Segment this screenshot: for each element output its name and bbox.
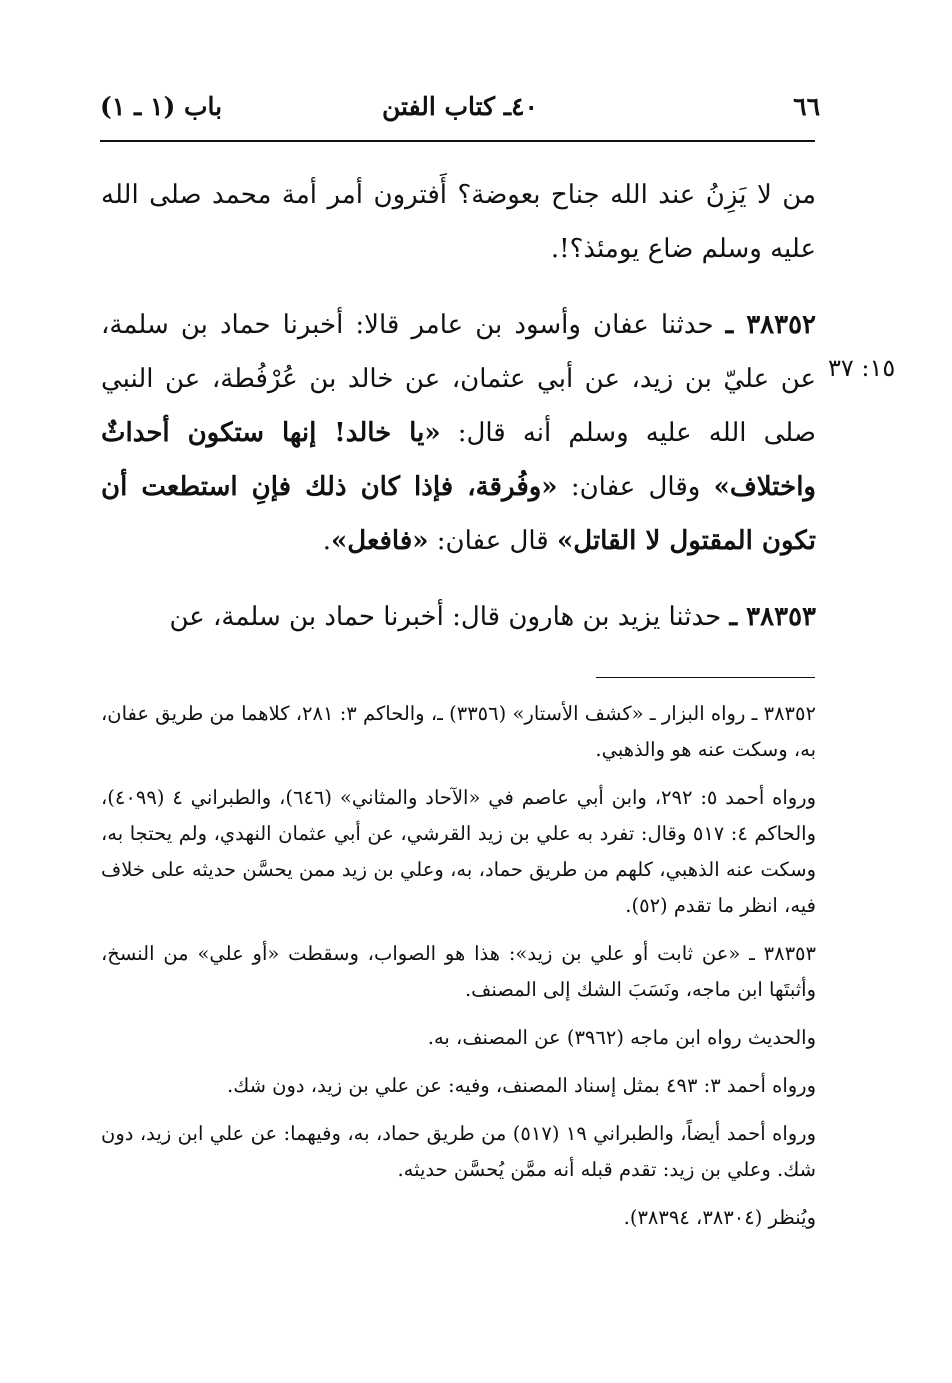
hadith-quote: «يا خالد! إنها ستكون أحداثٌ واختلاف» — [101, 418, 816, 502]
hadith-number: ٣٨٣٥٢ ـ — [725, 310, 817, 340]
footnote: ويُنظر (٣٨٣٠٤، ٣٨٣٩٤). — [623, 1206, 816, 1229]
footnote: ٣٨٣٥٣ ـ «عن ثابت أو علي بن زيد»: هذا هو الصواب، وسقطت «أو علي» من النسخ، وأثبتَها ابن ماجه، ونَسَبَ الشك إلى المصنف. — [101, 942, 816, 1001]
hadith-text: حدثنا عفان وأسود بن عامر قالا: أخبرنا حماد بن سلمة، عن عليّ بن زيد، عن أبي عثمان، عن خالد بن عُرْفُطة، عن النبي صلى الله عليه وسلم أنه قال: — [101, 310, 816, 448]
hadith-38352 — [101, 298, 816, 568]
hadith-text: حدثنا يزيد بن هارون قال: أخبرنا حماد بن سلمة، عن — [169, 602, 730, 632]
paragraph-continuation: من لا يَزِنُ عند الله جناح بعوضة؟ أَفترون أمر أمة محمد صلى الله عليه وسلم ضاع يومئذ؟!. — [101, 180, 816, 264]
hadith-quote: «وفُرقة، فإذا كان ذلك فإنِ استطعت أن تكون المقتول لا القاتل» — [101, 472, 816, 556]
hadith-text: . — [322, 526, 331, 556]
book-title: ٤٠ـ كتاب الفتن — [382, 92, 538, 121]
hadith-number: ٣٨٣٥٣ ـ — [729, 602, 816, 632]
margin-reference: ١٥: ٣٧ — [828, 354, 896, 382]
section-label: باب (١ ـ ١) — [100, 92, 223, 121]
page-header — [100, 92, 820, 132]
footnote: ورواه أحمد ٥: ٢٩٢، وابن أبي عاصم في «الآحاد والمثاني» (٦٤٦)، والطبراني ٤ (٤٠٩٩)، والحاكم ٤: ٥١٧ وقال: تفرد به علي بن زيد القرشي، عن أبي عثمان النهدي، ولم يحتجا به، وسكت عنه الذهبي، كلهم من طريق حماد، به، وعلي بن زيد ممن يحسَّن حديثه على خلاف فيه، انظر ما تقدم (٥٢). — [101, 786, 817, 917]
page-number: ٦٦ — [793, 92, 820, 121]
hadith-quote: «فافعل» — [331, 526, 429, 556]
hadith-text: وقال عفان: — [557, 472, 714, 502]
footnotes — [101, 696, 816, 1248]
hadith-text: قال عفان: — [428, 526, 557, 556]
footnote: ٣٨٣٥٢ ـ رواه البزار ـ «كشف الأستار» (٣٣٥٦) ـ، والحاكم ٣: ٢٨١، كلاهما من طريق عفان، به، وسكت عنه هو والذهبي. — [101, 702, 816, 761]
main-text — [101, 168, 816, 644]
footnote: والحديث رواه ابن ماجه (٣٩٦٢) عن المصنف، به. — [427, 1026, 816, 1049]
header-rule — [100, 140, 815, 142]
footnote: ورواه أحمد ٣: ٤٩٣ بمثل إسناد المصنف، وفيه: عن علي بن زيد، دون شك. — [227, 1074, 816, 1097]
footnote: ورواه أحمد أيضاً، والطبراني ١٩ (٥١٧) من طريق حماد، به، وفيهما: عن علي ابن زيد، دون شك. وعلي بن زيد: تقدم قبله أنه ممَّن يُحسَّن حديثه. — [101, 1122, 816, 1181]
footnote-separator — [596, 677, 815, 678]
hadith-38353 — [101, 590, 816, 644]
